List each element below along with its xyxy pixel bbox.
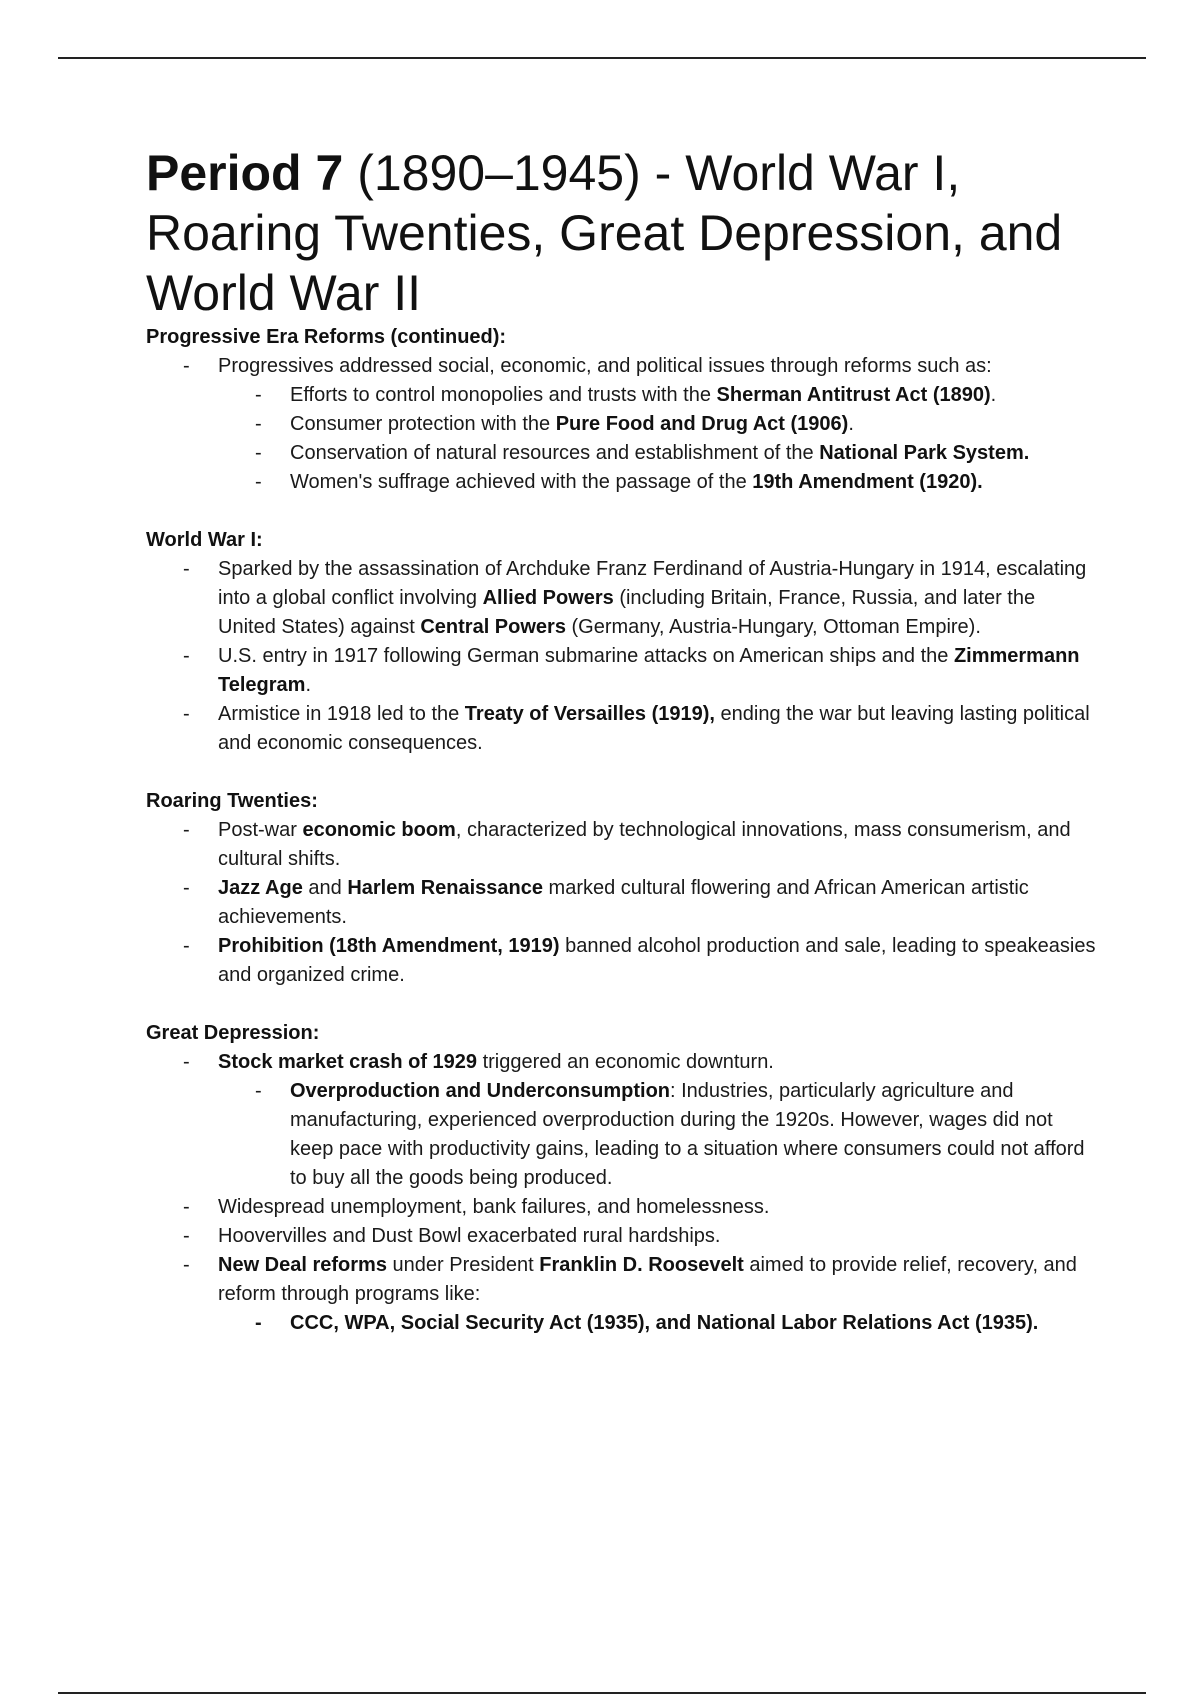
document-body: [146, 143, 1096, 1338]
title-rest: (1890–1945) - World War I, Roaring Twenties, Great Depression, and World War II: [146, 145, 1063, 321]
sub-list-item: - Conservation of natural resources and establishment of the National Park System.: [218, 439, 1096, 468]
list-item: - Stock market crash of 1929 triggered an economic downturn. - Overproduction and Underconsumption: Industries, particularly agriculture and manufacturing, experienced overproduction during the 1920s. However, wages did not keep pace with productivity gains, leading to a situation where consumers could not afford to buy all the goods being produced.: [146, 1048, 1096, 1193]
roaring-twenties-list: [146, 816, 1096, 990]
list-item: - Jazz Age and Harlem Renaissance marked cultural flowering and African American artistic achievements.: [146, 874, 1096, 932]
sub-list-item: - CCC, WPA, Social Security Act (1935), and National Labor Relations Act (1935).: [218, 1309, 1096, 1338]
list-item: - New Deal reforms under President Franklin D. Roosevelt aimed to provide relief, recovery, and reform through programs like: - CCC, WPA, Social Security Act (1935), and National Labor Relations Act (1935).: [146, 1251, 1096, 1338]
spacer: [146, 758, 1096, 787]
list-item: - Armistice in 1918 led to the Treaty of Versailles (1919), ending the war but leaving lasting political and economic consequences.: [146, 700, 1096, 758]
spacer: [146, 497, 1096, 526]
top-rule: [58, 57, 1146, 59]
crash-causes-sublist: [218, 1077, 1096, 1193]
sub-list-item: - Efforts to control monopolies and trusts with the Sherman Antitrust Act (1890).: [218, 381, 1096, 410]
list-item: - Sparked by the assassination of Archduke Franz Ferdinand of Austria-Hungary in 1914, escalating into a global conflict involving Allied Powers (including Britain, France, Russia, and later the United States) against Central Powers (Germany, Austria-Hungary, Ottoman Empire).: [146, 555, 1096, 642]
section-heading-progressive-era: Progressive Era Reforms (continued):: [146, 326, 507, 348]
sub-list-item: - Overproduction and Underconsumption: Industries, particularly agriculture and manufacturing, experienced overproduction during the 1920s. However, wages did not keep pace with productivity gains, leading to a situation where consumers could not afford to buy all the goods being produced.: [218, 1077, 1096, 1193]
progressive-era-list: [146, 352, 1096, 497]
list-item: - U.S. entry in 1917 following German submarine attacks on American ships and the Zimmermann Telegram.: [146, 642, 1096, 700]
spacer: [146, 990, 1096, 1019]
bottom-rule: [58, 1692, 1146, 1694]
list-item: - Prohibition (18th Amendment, 1919) banned alcohol production and sale, leading to speakeasies and organized crime.: [146, 932, 1096, 990]
section-heading-great-depression: Great Depression:: [146, 1022, 320, 1044]
reforms-sublist: [218, 381, 1096, 497]
list-item: - Progressives addressed social, economic, and political issues through reforms such as: - Efforts to control monopolies and trusts with the Sherman Antitrust Act (1890). - Consumer protection with the Pure Food and Drug Act (1906). - Conservation of natural resources and establishment of the National Park System. - Women's suffrage achieved with the passage of the 19th Amendment (1920).: [146, 352, 1096, 497]
page-title: [146, 143, 1096, 323]
sub-list-item: - Women's suffrage achieved with the passage of the 19th Amendment (1920).: [218, 468, 1096, 497]
section-heading-roaring-twenties: Roaring Twenties:: [146, 790, 318, 812]
title-period: Period 7: [146, 145, 344, 201]
world-war-i-list: [146, 555, 1096, 758]
list-item: - Post-war economic boom, characterized by technological innovations, mass consumerism, and cultural shifts.: [146, 816, 1096, 874]
section-heading-world-war-i: World War I:: [146, 529, 263, 551]
list-item: - Hoovervilles and Dust Bowl exacerbated rural hardships.: [146, 1222, 1096, 1251]
list-item: - Widespread unemployment, bank failures, and homelessness.: [146, 1193, 1096, 1222]
new-deal-programs-sublist: [218, 1309, 1096, 1338]
sub-list-item: - Consumer protection with the Pure Food and Drug Act (1906).: [218, 410, 1096, 439]
great-depression-list: [146, 1048, 1096, 1338]
